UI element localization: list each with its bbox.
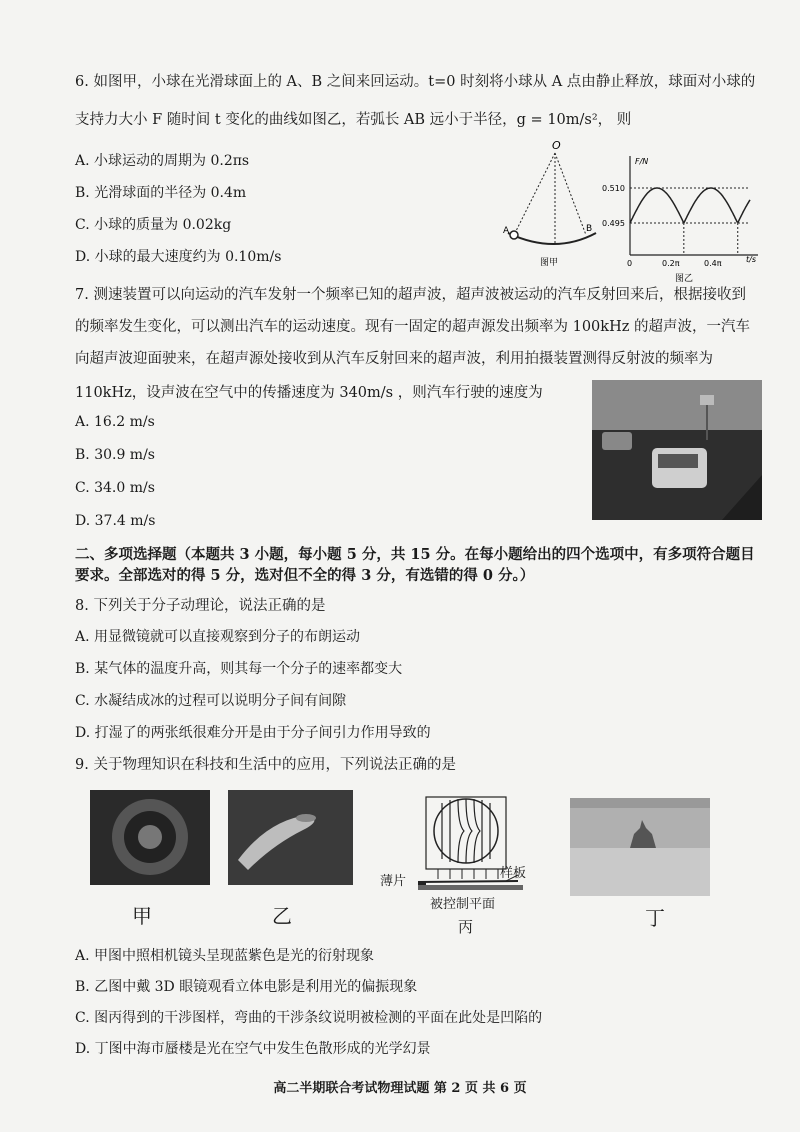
- q7-stem-line1: 7. 测速装置可以向运动的汽车发射一个频率已知的超声波，超声波被运动的汽车反射回来后，根据接收到: [75, 287, 746, 303]
- car-photo: [592, 380, 762, 520]
- xtick-label-0: 0: [627, 259, 633, 268]
- q6-stem-line2: 支持力大小 F 随时间 t 变化的曲线如图乙，若弧长 AB 远小于半径，g = 10m/s²， 则: [75, 112, 632, 128]
- sample-plate: [418, 881, 518, 882]
- q6-option-a: A. 小球运动的周期为 0.2πs: [75, 153, 250, 169]
- caption-yi: 图乙: [675, 274, 694, 284]
- label-bing: 丙: [458, 918, 474, 936]
- label-a: A: [503, 226, 510, 236]
- q7-stem-line4: 110kHz，设声波在空气中的传播速度为 340m/s ，则汽车行驶的速度为: [75, 385, 543, 401]
- 3d-photo-bg: [228, 790, 353, 885]
- figure-jia-bowl: [500, 135, 610, 270]
- controlled-plane: [418, 885, 523, 890]
- label-ding: 丁: [645, 906, 665, 930]
- y-axis-label: F/N: [635, 157, 649, 166]
- label-sample: 样板: [500, 866, 527, 881]
- label-yi: 乙: [272, 904, 292, 928]
- fringe-lines: [442, 799, 490, 863]
- ball: [510, 231, 518, 239]
- figure-ding-mirage: [570, 798, 710, 896]
- radius-line-b: [555, 153, 586, 235]
- q7-option-c: C. 34.0 m/s: [75, 480, 155, 496]
- q9-option-c: C. 图丙得到的干涉图样，弯曲的干涉条纹说明被检测的平面在此处是凹陷的: [75, 1010, 543, 1026]
- q8-stem: 8. 下列关于分子动理论，说法正确的是: [75, 598, 326, 614]
- q6-option-d: D. 小球的最大速度约为 0.10m/s: [75, 249, 282, 265]
- q7-option-b: B. 30.9 m/s: [75, 447, 155, 463]
- figure-yi-chart: [600, 150, 765, 284]
- ytick-label-0495: 0.495: [602, 219, 625, 228]
- road-sign: [700, 395, 714, 405]
- bowl-surface: [508, 233, 596, 244]
- label-b: B: [586, 224, 593, 234]
- label-thin-sheet: 薄片: [380, 874, 407, 889]
- splash: [296, 814, 316, 822]
- radius-line-a: [514, 153, 555, 235]
- q7-stem-line2: 的频率发生变化，可以测出汽车的运动速度。现有一固定的超声源发出频率为 100kHz 的超声波，一汽车: [75, 319, 750, 335]
- mirage-top-band: [570, 798, 710, 808]
- q7-option-d: D. 37.4 m/s: [75, 513, 156, 529]
- q9-option-a: A. 甲图中照相机镜头呈现蓝紫色是光的衍射现象: [75, 948, 375, 964]
- light-arrows: [438, 869, 498, 879]
- lens-reflection: [138, 825, 162, 849]
- q6-option-c: C. 小球的质量为 0.02kg: [75, 217, 232, 233]
- sky: [592, 380, 762, 430]
- figure-yi-3d-movie: [228, 790, 353, 885]
- series-f-curve: [630, 188, 750, 223]
- section2-header-line2: 要求。全部选对的得 5 分，选对但不全的得 3 分，有选错的得 0 分。）: [75, 567, 535, 584]
- label-jia: 甲: [132, 904, 152, 928]
- page-footer: 高二半期联合考试物理试题 第 2 页 共 6 页: [273, 1081, 527, 1096]
- q9-stem: 9. 关于物理知识在科技和生活中的应用，下列说法正确的是: [75, 757, 456, 773]
- caption-jia: 图甲: [540, 258, 559, 268]
- xtick-label-04pi: 0.4π: [704, 259, 722, 268]
- q8-option-d: D. 打湿了的两张纸很难分开是由于分子间引力作用导致的: [75, 725, 431, 741]
- x-axis-label: t/s: [746, 255, 756, 264]
- ytick-label-0510: 0.510: [602, 184, 625, 193]
- q6-stem-line1: 6. 如图甲，小球在光滑球面上的 A、B 之间来回运动。t=0 时刻将小球从 A 点由静止释放，球面对小球的: [75, 74, 756, 90]
- thin-sheet: [418, 881, 426, 885]
- q9-option-b: B. 乙图中戴 3D 眼镜观看立体电影是利用光的偏振现象: [75, 979, 418, 995]
- q7-option-a: A. 16.2 m/s: [75, 414, 155, 430]
- mirage-sea: [570, 848, 710, 896]
- car-windshield: [658, 454, 698, 468]
- q9-option-d: D. 丁图中海市蜃楼是光在空气中发生色散形成的光学幻景: [75, 1041, 431, 1057]
- figure-jia-lens: [90, 790, 210, 885]
- label-controlled-plane: 被控制平面: [430, 897, 496, 912]
- q8-option-c: C. 水凝结成冰的过程可以说明分子间有间隙: [75, 693, 347, 709]
- section2-header-line1: 二、多项选择题（本题共 3 小题，每小题 5 分，共 15 分。在每小题给出的四个选项中，有多项符合题目: [75, 546, 755, 563]
- q8-option-a: A. 用显微镜就可以直接观察到分子的布朗运动: [75, 629, 361, 645]
- q6-option-b: B. 光滑球面的半径为 0.4m: [75, 185, 247, 201]
- xtick-label-02pi: 0.2π: [662, 259, 680, 268]
- q8-option-b: B. 某气体的温度升高，则其每一个分子的速率都变大: [75, 661, 403, 677]
- label-o: O: [552, 139, 561, 152]
- distant-car: [602, 432, 632, 450]
- q7-stem-line3: 向超声波迎面驶来，在超声源处接收到从汽车反射回来的超声波，利用拍摄装置测得反射波的频率为: [75, 351, 713, 367]
